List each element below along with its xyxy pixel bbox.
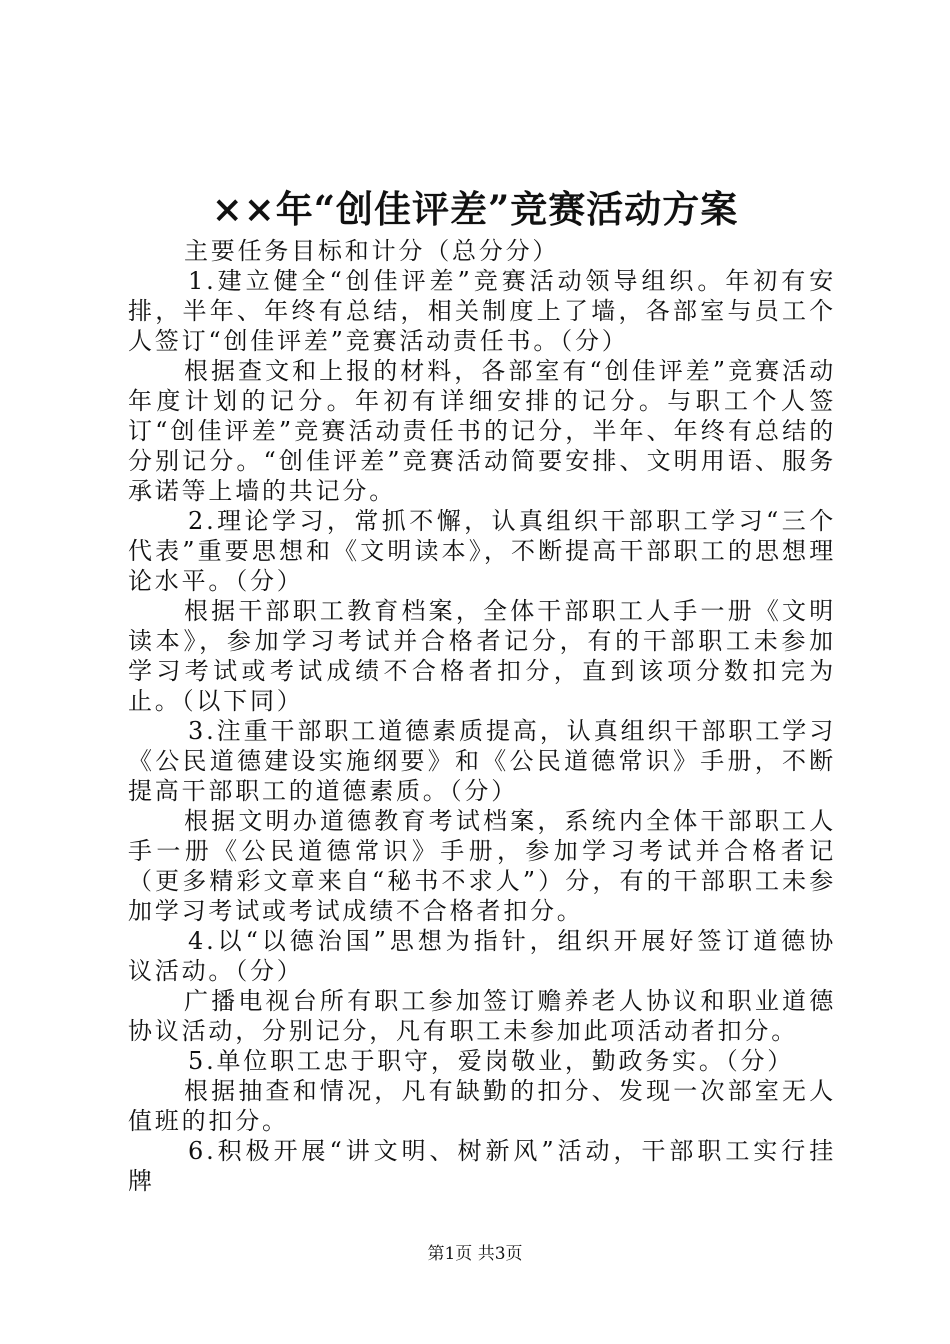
paragraph-intro: 主要任务目标和计分（总分分） bbox=[184, 237, 560, 265]
paragraph-scoring-5: 根据抽查和情况，凡有缺勤的扣分、发现一次部室无人值班的扣分。 bbox=[128, 1077, 836, 1135]
paragraph-scoring-1: 根据查文和上报的材料，各部室有“创佳评差”竞赛活动年度计划的记分。年初有详细安排的记分。与职工个人签订“创佳评差”竞赛活动责任书的记分，半年、年终有总结的分别记分。“创佳评差”竞赛活动简要安排、文明用语、服务承诺等上墙的共记分。 bbox=[128, 357, 836, 505]
page-indicator: 第1页 共3页 bbox=[427, 1244, 523, 1264]
paragraph-scoring-4: 广播电视台所有职工参加签订赡养老人协议和职业道德协议活动，分别记分，凡有职工未参加此项活动者扣分。 bbox=[128, 987, 836, 1045]
paragraph-item-6: 6.积极开展“讲文明、树新风”活动，干部职工实行挂牌 bbox=[128, 1137, 836, 1195]
paragraph-item-4: 4.以“以德治国”思想为指针，组织开展好签订道德协议活动。（分） bbox=[128, 927, 836, 985]
paragraph-item-5: 5.单位职工忠于职守，爱岗敬业，勤政务实。（分） bbox=[188, 1047, 795, 1075]
document-body bbox=[128, 236, 836, 1196]
paragraph-scoring-2: 根据干部职工教育档案，全体干部职工人手一册《文明读本》，参加学习考试并合格者记分，有的干部职工未参加学习考试或考试成绩不合格者扣分，直到该项分数扣完为止。（以下同） bbox=[128, 597, 836, 715]
document-title: ××年“创佳评差”竞赛活动方案 bbox=[211, 187, 739, 231]
paragraph-item-2: 2.理论学习，常抓不懈，认真组织干部职工学习“三个代表”重要思想和《文明读本》，不断提高干部职工的思想理论水平。（分） bbox=[128, 507, 836, 595]
paragraph-scoring-3: 根据文明办道德教育考试档案，系统内全体干部职工人手一册《公民道德常识》手册，参加学习考试并合格者记（更多精彩文章来自“秘书不求人”）分，有的干部职工未参加学习考试或考试成绩不合格者扣分。 bbox=[128, 807, 836, 925]
paragraph-item-1: 1.建立健全“创佳评差”竞赛活动领导组织。年初有安排，半年、年终有总结，相关制度上了墙，各部室与员工个人签订“创佳评差”竞赛活动责任书。（分） bbox=[128, 267, 836, 355]
paragraph-item-3: 3.注重干部职工道德素质提高，认真组织干部职工学习《公民道德建设实施纲要》和《公民道德常识》手册，不断提高干部职工的道德素质。（分） bbox=[128, 717, 836, 805]
